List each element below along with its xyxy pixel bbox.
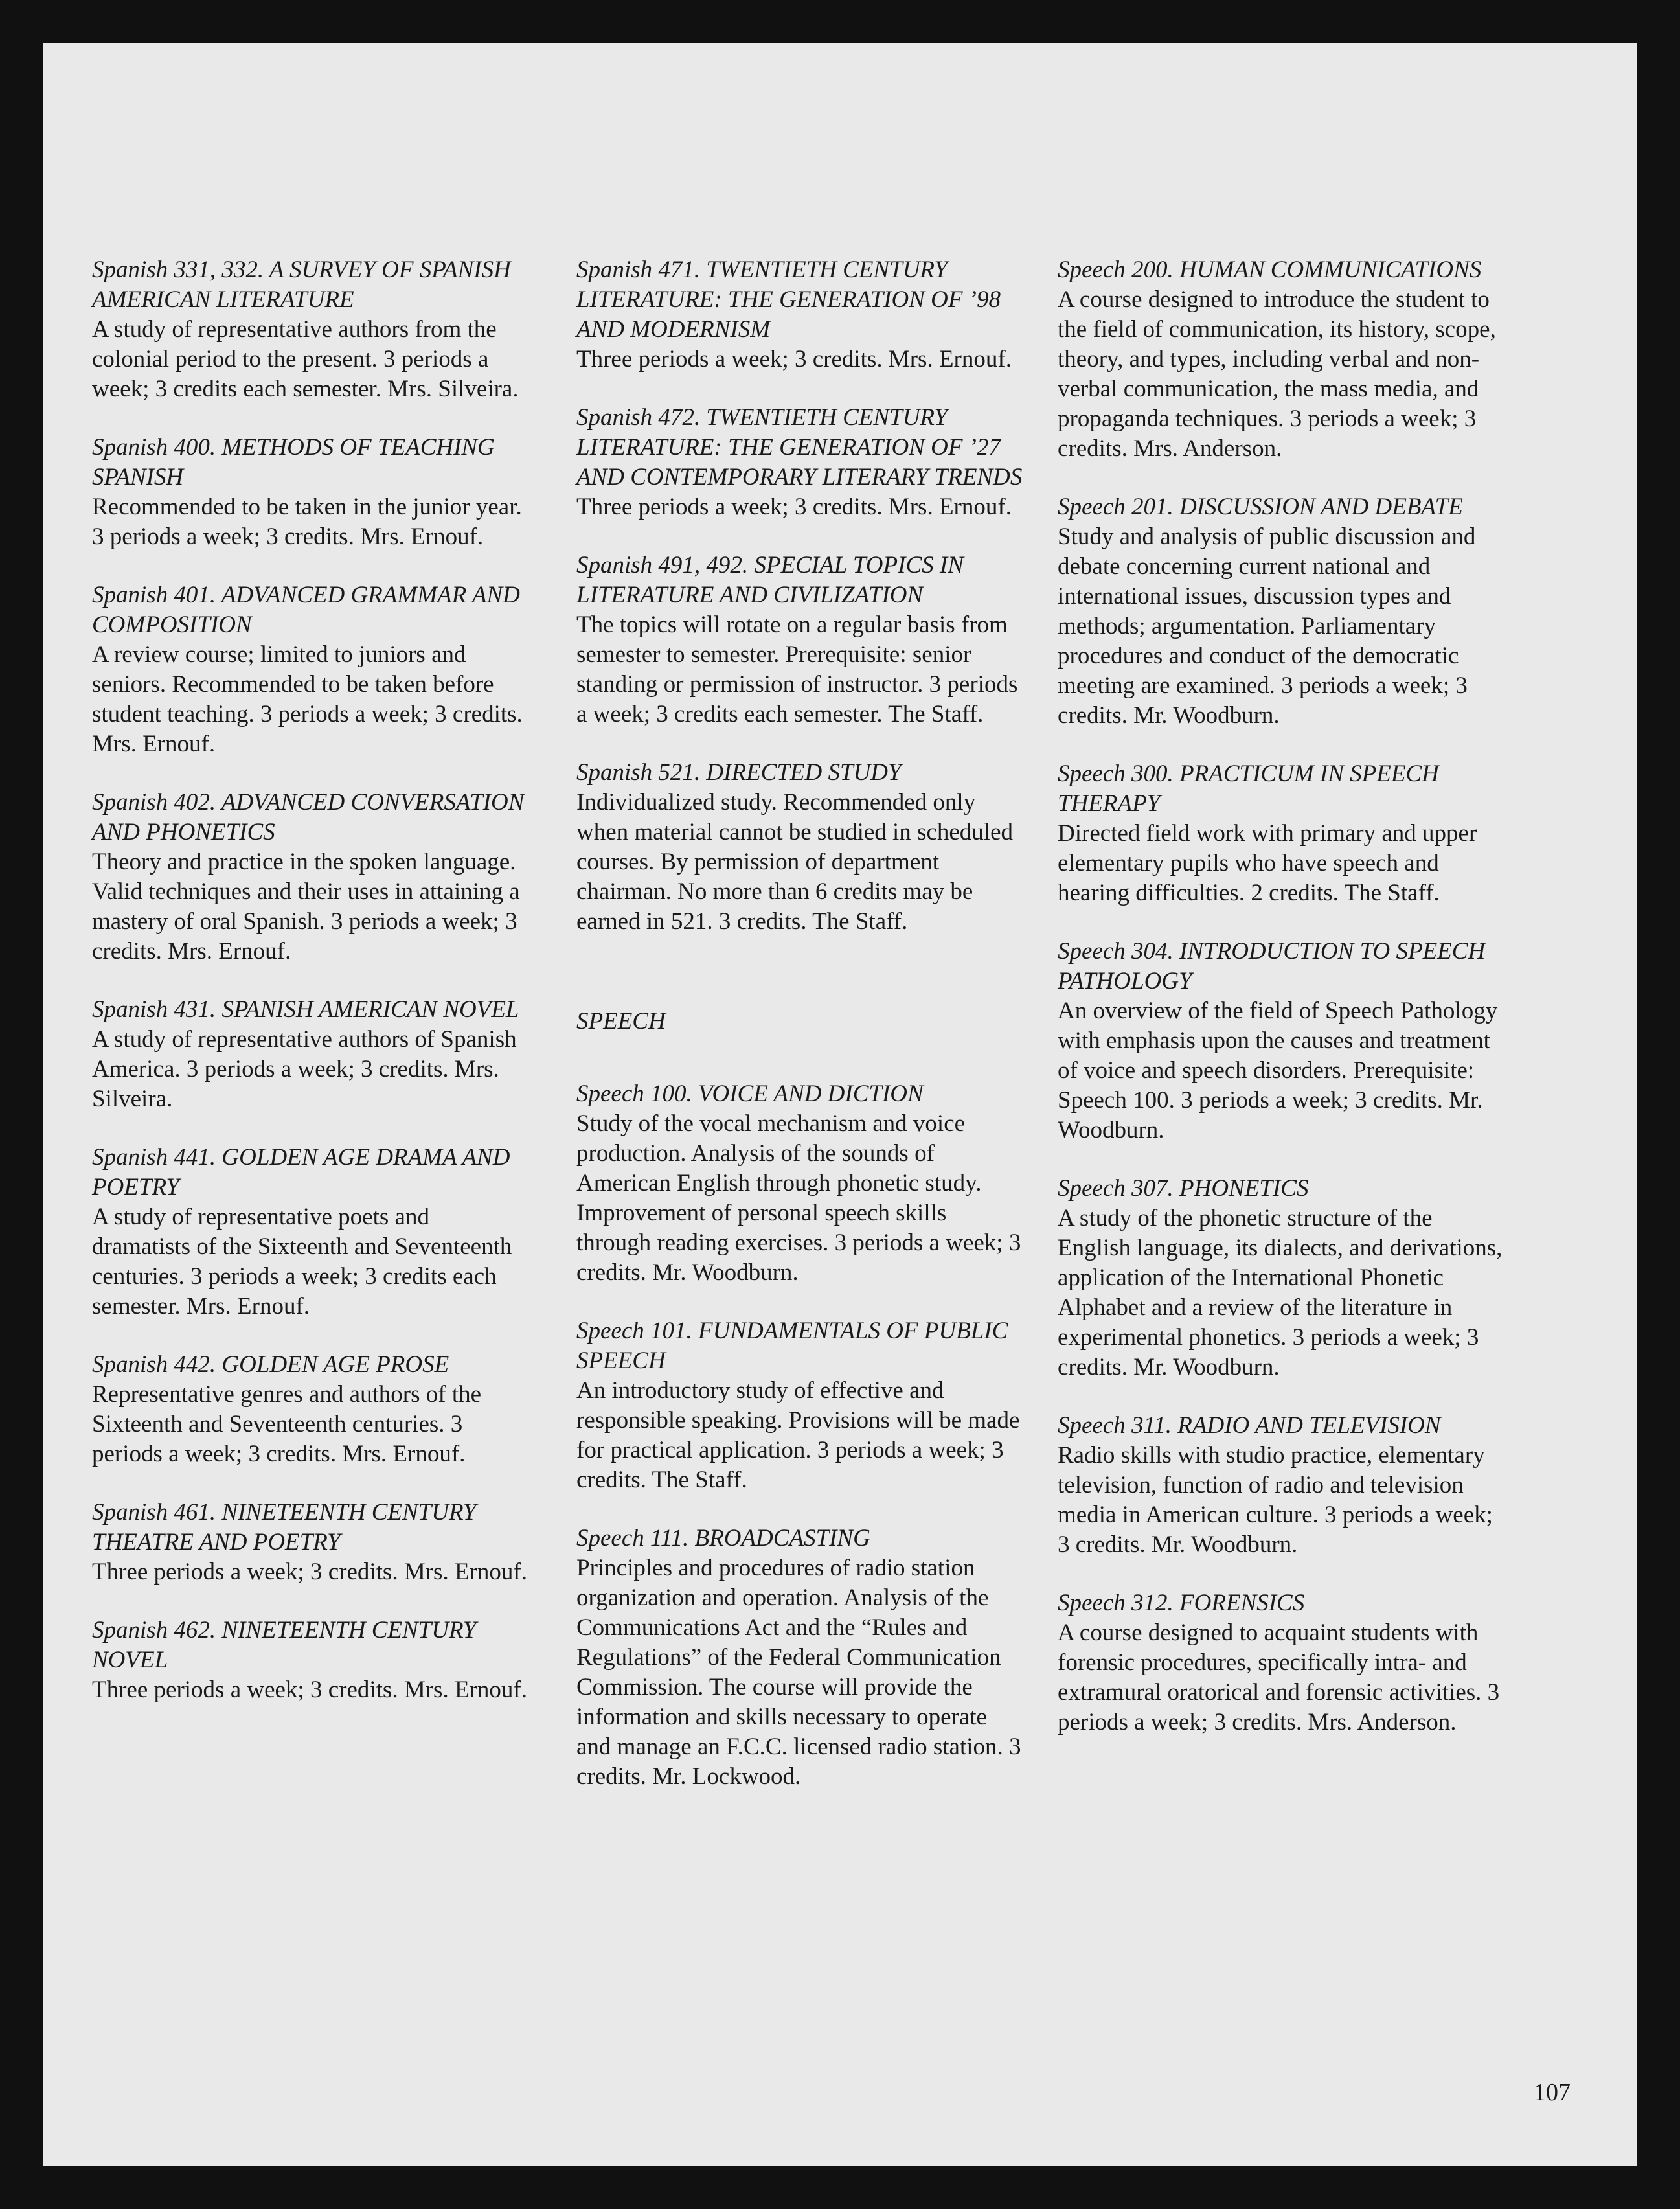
catalog-page [43, 43, 1637, 2166]
course-entry [576, 1316, 1023, 1495]
course-description: The topics will rotate on a regular basis from semester to semester. Prerequisite: senior standing or permission of instructor. 3 periods a week; 3 credits each semester. The Staff. [576, 612, 1018, 727]
course-entry [1058, 1174, 1504, 1382]
course-title: Speech 101. FUNDAMENTALS OF PUBLIC SPEECH [576, 1318, 1008, 1374]
column-1 [92, 255, 532, 1734]
course-entry [92, 255, 532, 404]
course-title: Spanish 471. TWENTIETH CENTURY LITERATURE: THE GENERATION OF ’98 AND MODERNISM [576, 257, 1001, 343]
course-title: Spanish 400. METHODS OF TEACHING SPANISH [92, 434, 495, 490]
course-entry [1058, 937, 1504, 1145]
course-entry [92, 1498, 532, 1587]
course-entry [576, 1079, 1023, 1288]
course-title: Spanish 401. ADVANCED GRAMMAR AND COMPOSITION [92, 582, 520, 638]
course-title: Speech 100. VOICE AND DICTION [576, 1081, 924, 1107]
course-title: Speech 311. RADIO AND TELEVISION [1058, 1412, 1441, 1439]
course-entry [92, 995, 532, 1114]
course-entry [92, 1143, 532, 1322]
course-description: A course designed to introduce the student to the field of communication, its history, scope, theory, and types, including verbal and non-verbal communication, the mass media, and propaganda techniques. 3 periods a week; 3 credits. Mrs. Anderson. [1058, 286, 1496, 462]
course-title: Speech 304. INTRODUCTION TO SPEECH PATHOLOGY [1058, 938, 1486, 994]
course-title: Spanish 431. SPANISH AMERICAN NOVEL [92, 996, 519, 1023]
course-title: Speech 201. DISCUSSION AND DEBATE [1058, 494, 1463, 520]
course-description: An overview of the field of Speech Pathology with emphasis upon the causes and treatment of voice and speech disorders. Prerequisite: Speech 100. 3 periods a week; 3 credits. Mr. Woodburn. [1058, 998, 1498, 1143]
course-entry [92, 433, 532, 552]
course-description: Radio skills with studio practice, elementary television, function of radio and television media in American culture. 3 periods a week; 3 credits. Mr. Woodburn. [1058, 1442, 1493, 1558]
course-title: Speech 307. PHONETICS [1058, 1175, 1309, 1202]
course-entry [576, 758, 1023, 937]
course-description: A study of the phonetic structure of the English language, its dialects, and derivations, application of the International Phonetic Alphabet and a review of the literature in experimental phonetics. 3 periods a week; 3 credits. Mr. Woodburn. [1058, 1205, 1503, 1380]
course-entry [1058, 1411, 1504, 1560]
course-title: Spanish 402. ADVANCED CONVERSATION AND PHONETICS [92, 789, 525, 845]
course-entry [576, 1524, 1023, 1792]
course-description: Three periods a week; 3 credits. Mrs. Ernouf. [576, 346, 1012, 372]
course-description: An introductory study of effective and responsible speaking. Provisions will be made for practical application. 3 periods a week; 3 credits. The Staff. [576, 1377, 1020, 1493]
course-title: Speech 200. HUMAN COMMUNICATIONS [1058, 257, 1482, 283]
course-entry [92, 580, 532, 759]
course-entry [1058, 1588, 1504, 1737]
course-description: Directed field work with primary and upper elementary pupils who have speech and hearing difficulties. 2 credits. The Staff. [1058, 820, 1477, 906]
course-title: Speech 312. FORENSICS [1058, 1590, 1305, 1616]
course-description: A course designed to acquaint students with forensic procedures, specifically intra- and extramural oratorical and forensic activities. 3 periods a week; 3 credits. Mrs. Anderson. [1058, 1620, 1500, 1735]
course-entry [1058, 492, 1504, 731]
course-description: Three periods a week; 3 credits. Mrs. Ernouf. [92, 1559, 527, 1585]
course-description: Individualized study. Recommended only when material cannot be studied in scheduled courses. By permission of department chairman. No more than 6 credits may be earned in 521. 3 credits. The Staff. [576, 789, 1014, 935]
course-description: Three periods a week; 3 credits. Mrs. Ernouf. [92, 1677, 527, 1703]
course-title: Speech 300. PRACTICUM IN SPEECH THERAPY [1058, 761, 1439, 817]
course-entry [92, 1616, 532, 1705]
column-3 [1058, 255, 1504, 1766]
course-entry [576, 551, 1023, 729]
section-heading-speech: SPEECH [576, 1008, 666, 1035]
course-title: Spanish 462. NINETEENTH CENTURY NOVEL [92, 1617, 477, 1673]
course-entry [92, 788, 532, 967]
course-title: Spanish 521. DIRECTED STUDY [576, 759, 902, 786]
course-description: Study and analysis of public discussion and debate concerning current national and international issues, discussion types and methods; argumentation. Parliamentary procedures and conduct of the democratic meeting are examined. 3 periods a week; 3 credits. Mr. Woodburn. [1058, 523, 1476, 729]
course-title: Spanish 441. GOLDEN AGE DRAMA AND POETRY [92, 1144, 510, 1200]
course-description: Study of the vocal mechanism and voice production. Analysis of the sounds of American English through phonetic study. Improvement of personal speech skills through reading exercises. 3 periods a week; 3 credits. Mr. Woodburn. [576, 1110, 1021, 1286]
course-entry [576, 255, 1023, 374]
course-description: Principles and procedures of radio station organization and operation. Analysis of the Communications Act and the “Rules and Regulations” of the Federal Communication Commission. The course will provide the information and skills necessary to operate and manage an F.C.C. licensed radio station. 3 credits. Mr. Lockwood. [576, 1555, 1021, 1790]
course-entry [1058, 255, 1504, 464]
course-title: Spanish 491, 492. SPECIAL TOPICS IN LITERATURE AND CIVILIZATION [576, 552, 964, 608]
course-description: A study of representative poets and dramatists of the Sixteenth and Seventeenth centuries. 3 periods a week; 3 credits each semester. Mrs. Ernouf. [92, 1204, 512, 1320]
course-description: Theory and practice in the spoken language. Valid techniques and their uses in attaining a mastery of oral Spanish. 3 periods a week; 3 credits. Mrs. Ernouf. [92, 849, 520, 965]
course-entry [1058, 759, 1504, 908]
course-description: Three periods a week; 3 credits. Mrs. Ernouf. [576, 494, 1012, 520]
course-description: A review course; limited to juniors and seniors. Recommended to be taken before student teaching. 3 periods a week; 3 credits. Mrs. Ernouf. [92, 641, 523, 757]
course-description: A study of representative authors from the colonial period to the present. 3 periods a week; 3 credits each semester. Mrs. Silveira. [92, 316, 519, 402]
course-description: Representative genres and authors of the Sixteenth and Seventeenth centuries. 3 periods a week; 3 credits. Mrs. Ernouf. [92, 1381, 482, 1467]
course-title: Spanish 461. NINETEENTH CENTURY THEATRE AND POETRY [92, 1499, 477, 1555]
course-title: Speech 111. BROADCASTING [576, 1525, 870, 1551]
page-number: 107 [1534, 2079, 1571, 2106]
course-entry [92, 1350, 532, 1469]
course-description: Recommended to be taken in the junior year. 3 periods a week; 3 credits. Mrs. Ernouf. [92, 494, 522, 550]
course-title: Spanish 331, 332. A SURVEY OF SPANISH AMERICAN LITERATURE [92, 257, 511, 313]
column-2 [576, 255, 1023, 1820]
course-title: Spanish 442. GOLDEN AGE PROSE [92, 1351, 449, 1378]
course-title: Spanish 472. TWENTIETH CENTURY LITERATURE: THE GENERATION OF ’27 AND CONTEMPORARY LITERARY TRENDS [576, 404, 1023, 490]
course-description: A study of representative authors of Spanish America. 3 periods a week; 3 credits. Mrs. Silveira. [92, 1026, 517, 1112]
course-entry [576, 403, 1023, 522]
